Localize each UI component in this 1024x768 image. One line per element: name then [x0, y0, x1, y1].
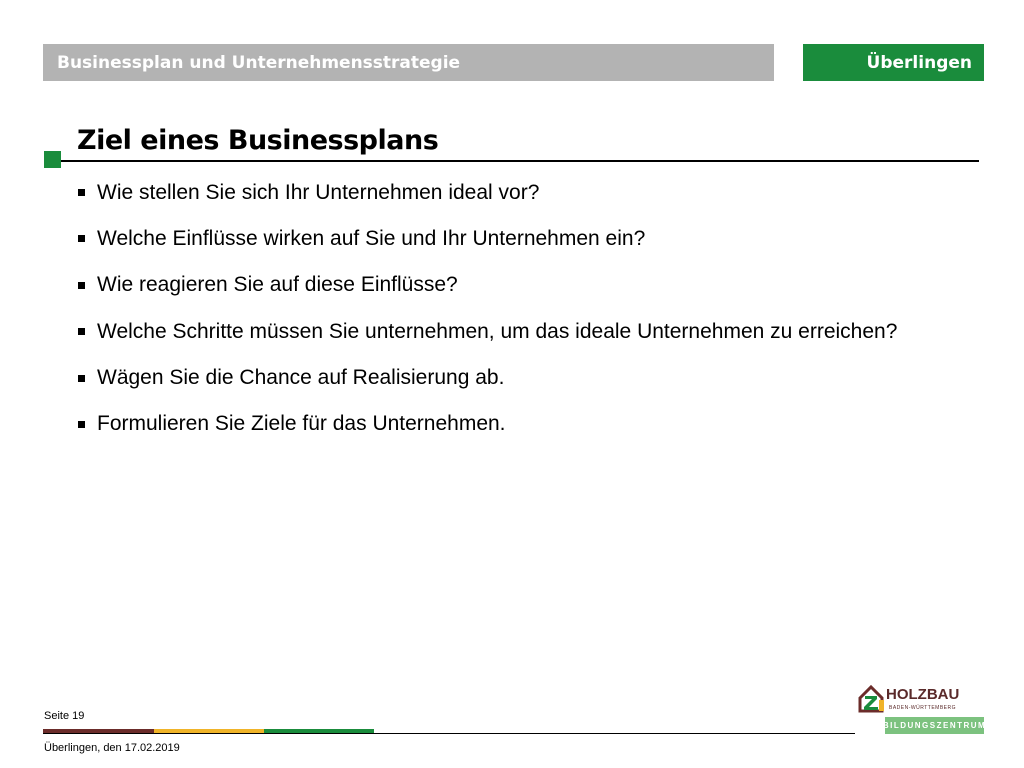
bullet-text: Wie stellen Sie sich Ihr Unternehmen ideal vor? [97, 180, 540, 204]
bullet-list [78, 178, 897, 456]
square-bullet-icon [78, 282, 85, 289]
square-bullet-icon [78, 189, 85, 196]
presentation-title-banner [43, 44, 774, 81]
presentation-title: Businessplan und Unternehmensstrategie [57, 52, 461, 73]
page-number: Seite 19 [44, 710, 85, 722]
house-z-logo-icon [858, 684, 888, 714]
logo-badge-label: BILDUNGSZENTRUM [882, 721, 987, 730]
slide-title: Ziel eines Businessplans [77, 125, 439, 156]
square-bullet-icon [78, 235, 85, 242]
bullet-item [78, 224, 897, 253]
square-bullet-icon [78, 375, 85, 382]
holzbau-logo [858, 684, 987, 736]
logo-badge [882, 717, 987, 734]
bullet-item [78, 178, 897, 207]
logo-region: BADEN-WÜRTTEMBERG [889, 705, 957, 711]
bullet-text: Wie reagieren Sie auf diese Einflüsse? [97, 273, 458, 297]
bullet-item [78, 364, 897, 393]
bullet-text: Wägen Sie die Chance auf Realisierung ab. [97, 366, 505, 390]
bullet-item [78, 410, 897, 439]
footer-place-date: Überlingen, den 17.02.2019 [44, 742, 180, 754]
bullet-text: Formulieren Sie Ziele für das Unternehmen. [97, 412, 506, 436]
bullet-text: Welche Einflüsse wirken auf Sie und Ihr Unternehmen ein? [97, 226, 646, 250]
square-bullet-icon [78, 421, 85, 428]
bullet-text: Welche Schritte müssen Sie unternehmen, um das ideale Unternehmen zu erreichen? [97, 319, 898, 343]
bullet-item [78, 317, 897, 346]
square-bullet-icon [78, 328, 85, 335]
green-square-icon [44, 151, 61, 168]
bullet-item [78, 271, 897, 300]
logo-wordmark: HOLZBAU [886, 686, 960, 703]
location-badge [803, 44, 984, 81]
location-label: Überlingen [866, 52, 972, 73]
footer-rule [43, 733, 855, 734]
title-underline [61, 160, 979, 162]
